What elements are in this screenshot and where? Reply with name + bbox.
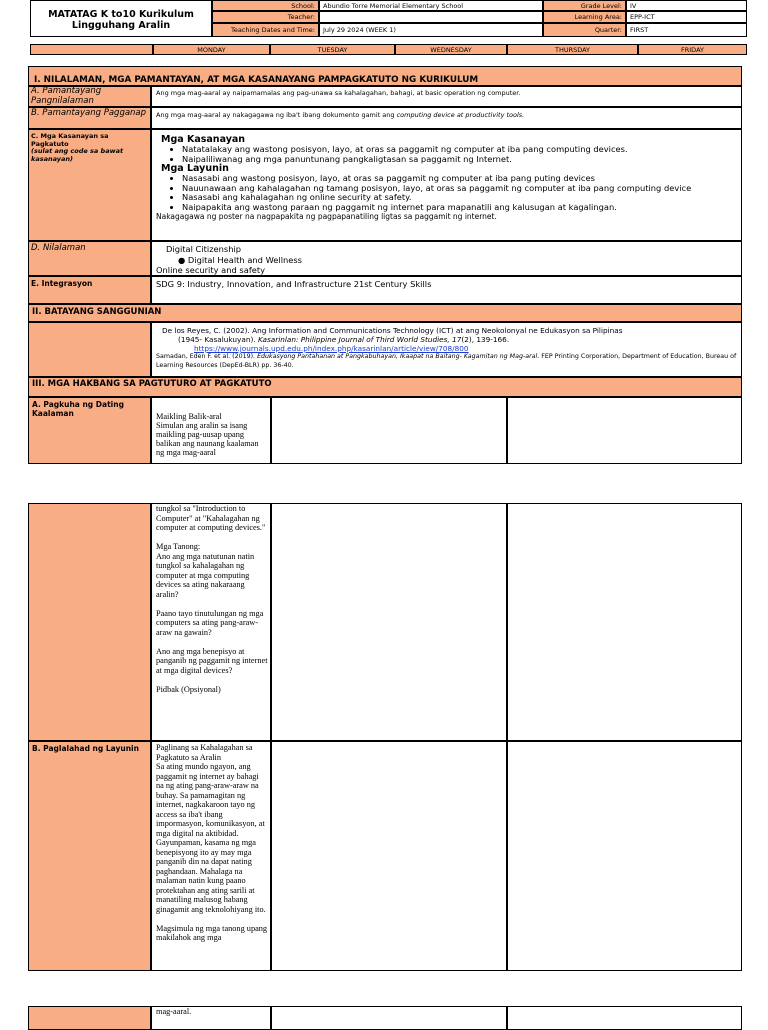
day-monday: MONDAY	[153, 44, 270, 55]
section2-title: II. BATAYANG SANGGUNIAN	[28, 304, 742, 322]
area-value: EPP-ICT	[626, 11, 747, 23]
d-line2: ● Digital Health and Wellness	[178, 254, 303, 265]
header-title-cell	[30, 0, 212, 37]
section2-refs	[151, 322, 742, 377]
ref2-italic: Edukasyong Pantahanan at Pangkabuhayan, Ikaapat na Baitang- Kagamitan ng Mag-aral	[257, 353, 538, 360]
section1-c-content	[151, 129, 742, 241]
section3-b-label: B. Paglalahad ng Layunin	[28, 741, 151, 971]
layunin-list	[156, 174, 737, 212]
section1-b-text	[151, 107, 742, 129]
ref1-link-text[interactable]: https://www.journals.upd.edu.ph/index.php/kasarinlan/article/view/708/800	[194, 344, 469, 353]
ref1-line2-plain: (1945- Kasalukuyan).	[178, 335, 258, 344]
section1-c-note: (sulat ang code sa bawat kasanayan)	[31, 147, 124, 163]
day-thursday: THURSDAY	[507, 44, 638, 55]
days-row-blank	[30, 44, 153, 55]
kasanayan-list	[156, 145, 737, 164]
section1-a-text: Ang mga mag-aaral ay naipamamalas ang pag-unawa sa kahalagahan, bahagi, at basic operation ng computer.	[151, 86, 742, 107]
layunin-item: • Nasasabi ang wastong posisyon, layo, at oras sa paggamit ng computer at iba pang puting devices	[182, 174, 737, 184]
section3-b-col3	[507, 741, 742, 971]
page3-b-col2	[271, 1006, 507, 1030]
page2-a-col2	[271, 503, 507, 741]
d-line1: Digital Citizenship	[166, 244, 242, 254]
ref2	[156, 353, 738, 370]
section3-a-text-p1: Maikling Balik-aral Simulan ang aralin sa isang maikling pag-uusap upang balikan ang naunang kaalaman ng mga mag-aaral	[151, 397, 271, 464]
section1-c-label-cell	[28, 129, 151, 241]
section3-a-col2	[271, 397, 507, 464]
section2-left-blank	[28, 322, 151, 377]
layunin-item: • Nauunawaan ang kahalagahan ng tamang posisyon, layo, at oras sa paggamit ng computer at iba pang computing device	[182, 184, 737, 194]
section3-a-text-p2: tungkol sa "Introduction to Computer" at "Kahalagahan ng computer at computing devices." Mga Tanong: Ano ang mga natutunan natin tungkol sa kahalagahan ng computer at mga computing devices sa ating nakaraang aralin? Paano tayo tinutulungan ng mga computers sa ating pang-araw-araw na gawain? Ano ang mga benepisyo at panganib ng paggamit ng internet at mga digital devices? Pidbak (Opsiyonal)	[151, 503, 271, 741]
grade-value: IV	[626, 0, 747, 11]
page3-b-label-cont	[28, 1006, 151, 1030]
layunin-title: Mga Layunin	[161, 163, 229, 174]
teacher-value	[319, 11, 543, 23]
grade-label: Grade Level:	[543, 0, 626, 11]
section1-d-content	[151, 241, 742, 276]
section3-b-text: Paglinang sa Kahalagahan sa Pagkatuto sa Aralin Sa ating mundo ngayon, ang paggamit ng internet ay bahagi na ng ating pang-araw-araw na buhay. Sa pamamagitan ng internet, nagkakaroon tayo ng access sa iba't ibang impormasyon, komunikasyon, at mga digital na aktibidad. Gayunpaman, kasama ng mga benepisyong ito ay may mga panganib din na dapat nating paghandaan. Mahalaga na malaman natin kung paano protektahan ang ating sarili at manatiling malusog habang ginagamit ang teknolohiyang ito. Magsimula ng mga tanong upang makilahok ang mga	[151, 741, 271, 971]
teacher-label: Teacher:	[212, 11, 319, 23]
kasanayan-footer: Nakagagawa ng poster na nagpapakita ng pagpapanatiling ligtas sa paggamit ng internet.	[156, 212, 497, 221]
layunin-item: • Nasasabi ang kahalagahan ng online security at safety.	[182, 193, 737, 203]
ref2-end: . FEP Printing Corporation, Department of Education, Bureau of Learning Resources (DepEd-BLR) pp. 36-40.	[156, 353, 737, 369]
page2-a-col3	[507, 503, 742, 741]
page2-a-label-cont	[28, 503, 151, 741]
section1-d-label: D. Nilalaman	[28, 241, 151, 276]
dates-label: Teaching Dates and Time:	[212, 23, 319, 37]
school-value: Abundio Torre Memorial Elementary School	[319, 0, 543, 11]
d-line2-text: Digital Health and Wellness	[187, 254, 303, 265]
section1-title: I. NILALAMAN, MGA PAMANTAYAN, AT MGA KASANAYANG PAMPAGKATUTO NG KURIKULUM	[28, 66, 742, 86]
day-tuesday: TUESDAY	[270, 44, 395, 55]
ref1-link[interactable]	[162, 344, 738, 353]
ref1-line2-italic: Kasarinlan: Philippine Journal of Third World Studies, 17	[257, 335, 462, 344]
section3-a-label: A. Pagkuha ng Dating Kaalaman	[28, 397, 151, 464]
kasanayan-item: • Natatalakay ang wastong posisyon, layo, at oras sa paggamit ng computer at iba pang computing devices.	[182, 145, 737, 155]
quarter-value: FIRST	[626, 23, 747, 37]
layunin-item: • Naipapakita ang wastong paraan ng paggamit ng internet para mapanatili ang kalusugan at kagalingan.	[182, 203, 737, 213]
dates-value: July 29 2024 (WEEK 1)	[319, 23, 543, 37]
header-title-line1: MATATAG K to10 Kurikulum	[48, 9, 194, 20]
ref2-plain: Samadan, Eden F. et al. (2019).	[156, 353, 258, 360]
section1-b-label: B. Pamantayang Pagganap	[28, 107, 151, 129]
page3-b-col3	[507, 1006, 742, 1030]
section3-b-col2	[271, 741, 507, 971]
section1-e-label: E. Integrasyon	[28, 276, 151, 304]
section1-c-label: C. Mga Kasanayan sa Pagkatuto	[31, 132, 109, 148]
kasanayan-title: Mga Kasanayan	[161, 134, 246, 145]
section1-a-label: A. Pamantayang Pangnilalaman	[28, 86, 151, 107]
ref1-line2-end: (2), 139-166.	[461, 335, 510, 344]
area-label: Learning Area:	[543, 11, 626, 23]
section3-a-col3	[507, 397, 742, 464]
section1-b-text-italic: computing device at productivity tools.	[396, 111, 525, 119]
school-label: School:	[212, 0, 319, 11]
kasanayan-item: • Naipaliliwanag ang mga panuntunang pangkaligtasan sa paggamit ng Internet.	[182, 155, 737, 165]
quarter-label: Quarter:	[543, 23, 626, 37]
section3-b-text-p3: mag-aaral.	[151, 1006, 271, 1030]
ref1-line1: De los Reyes, C. (2002). Ang Information and Communications Technology (ICT) at ang Neokolonyal ne Edukasyon sa Pilipinas	[162, 326, 623, 335]
section1-e-text: SDG 9: Industry, Innovation, and Infrastructure 21st Century Skills	[151, 276, 742, 304]
day-wednesday: WEDNESDAY	[395, 44, 507, 55]
d-line3: Online security and safety	[156, 265, 266, 275]
section1-b-text-plain: Ang mga mag-aaral ay nakagagawa ng iba't ibang dokumento gamit ang	[156, 111, 397, 119]
header-title-line2: Lingguhang Aralin	[71, 20, 171, 31]
day-friday: FRIDAY	[638, 44, 747, 55]
section3-title: III. MGA HAKBANG SA PAGTUTURO AT PAGKATUTO	[28, 377, 742, 397]
ref1-line2	[162, 335, 738, 344]
